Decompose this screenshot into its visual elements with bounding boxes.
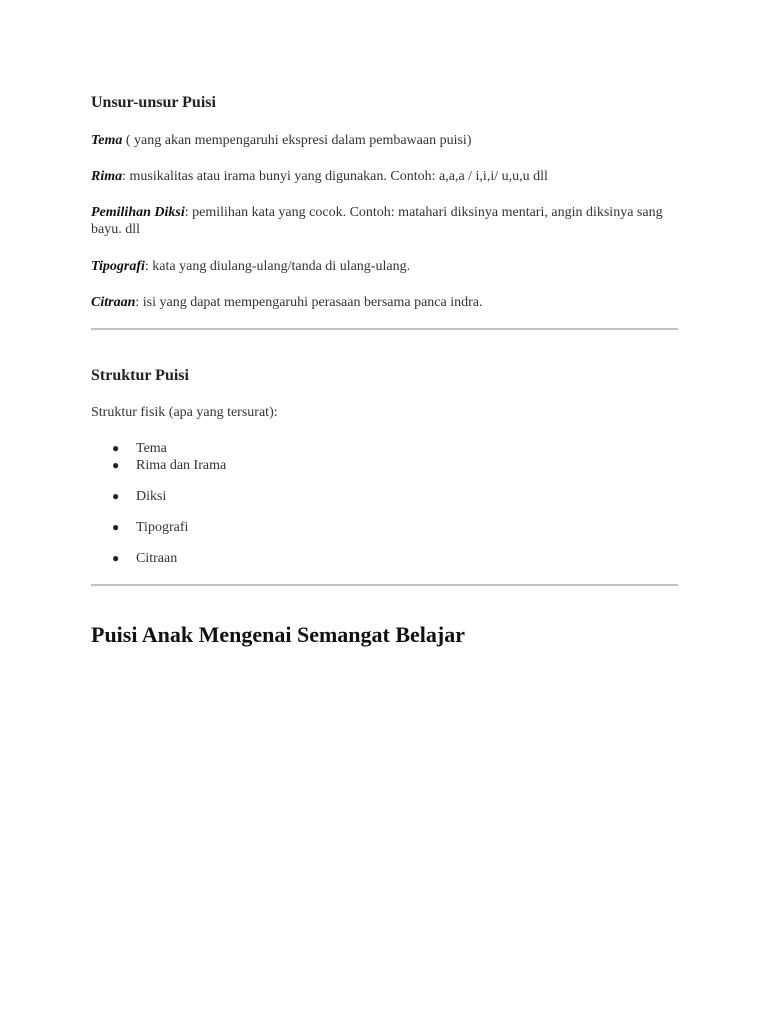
desc-rima: : musikalitas atau irama bunyi yang digunakan. Contoh: a,a,a / i,i,i/ u,u,u dll [122, 169, 548, 184]
desc-tema: ( yang akan mempengaruhi ekspresi dalam pembawaan puisi) [122, 133, 472, 148]
divider-1 [91, 328, 678, 330]
desc-citraan: : isi yang dapat mempengaruhi perasaan bersama panca indra. [135, 295, 483, 310]
struktur-intro: Struktur fisik (apa yang tersurat): [91, 405, 278, 420]
term-citraan: Citraan [91, 295, 136, 310]
list-item: ● Tipografi [112, 520, 189, 535]
term-tema: Tema [91, 133, 123, 148]
section-heading-unsur: Unsur-unsur Puisi [91, 94, 216, 111]
desc-pemilihan-diksi: : pemilihan kata yang cocok. Contoh: matahari diksinya mentari, angin diksinya sang bayu. dll [91, 205, 663, 237]
bullet-icon: ● [112, 551, 120, 565]
term-tipografi: Tipografi [91, 259, 145, 274]
term-rima: Rima [91, 169, 123, 184]
divider-2 [91, 584, 678, 586]
section-heading-struktur: Struktur Puisi [91, 367, 189, 384]
item-tipografi [91, 258, 678, 275]
bullet-list-1 [91, 440, 678, 474]
bullet-icon: ● [112, 458, 120, 472]
term-pemilihan-diksi: Pemilihan Diksi [91, 205, 185, 220]
desc-tipografi: : kata yang diulang-ulang/tanda di ulang-ulang. [144, 259, 411, 274]
item-tema [91, 132, 678, 149]
bullet-icon: ● [112, 441, 120, 455]
item-pemilihan-diksi [91, 204, 678, 238]
bullet-icon: ● [112, 520, 120, 534]
list-item: ● Citraan [112, 551, 178, 566]
list-item: ● Tema [112, 441, 167, 456]
page-title: Puisi Anak Mengenai Semangat Belajar [91, 622, 466, 647]
list-item: ● Diksi [112, 489, 167, 504]
bullet-icon: ● [112, 489, 120, 503]
item-citraan [91, 294, 678, 311]
bullet-list-2 [91, 488, 678, 567]
item-rima [91, 168, 678, 185]
list-item: ● Rima dan Irama [112, 458, 227, 473]
